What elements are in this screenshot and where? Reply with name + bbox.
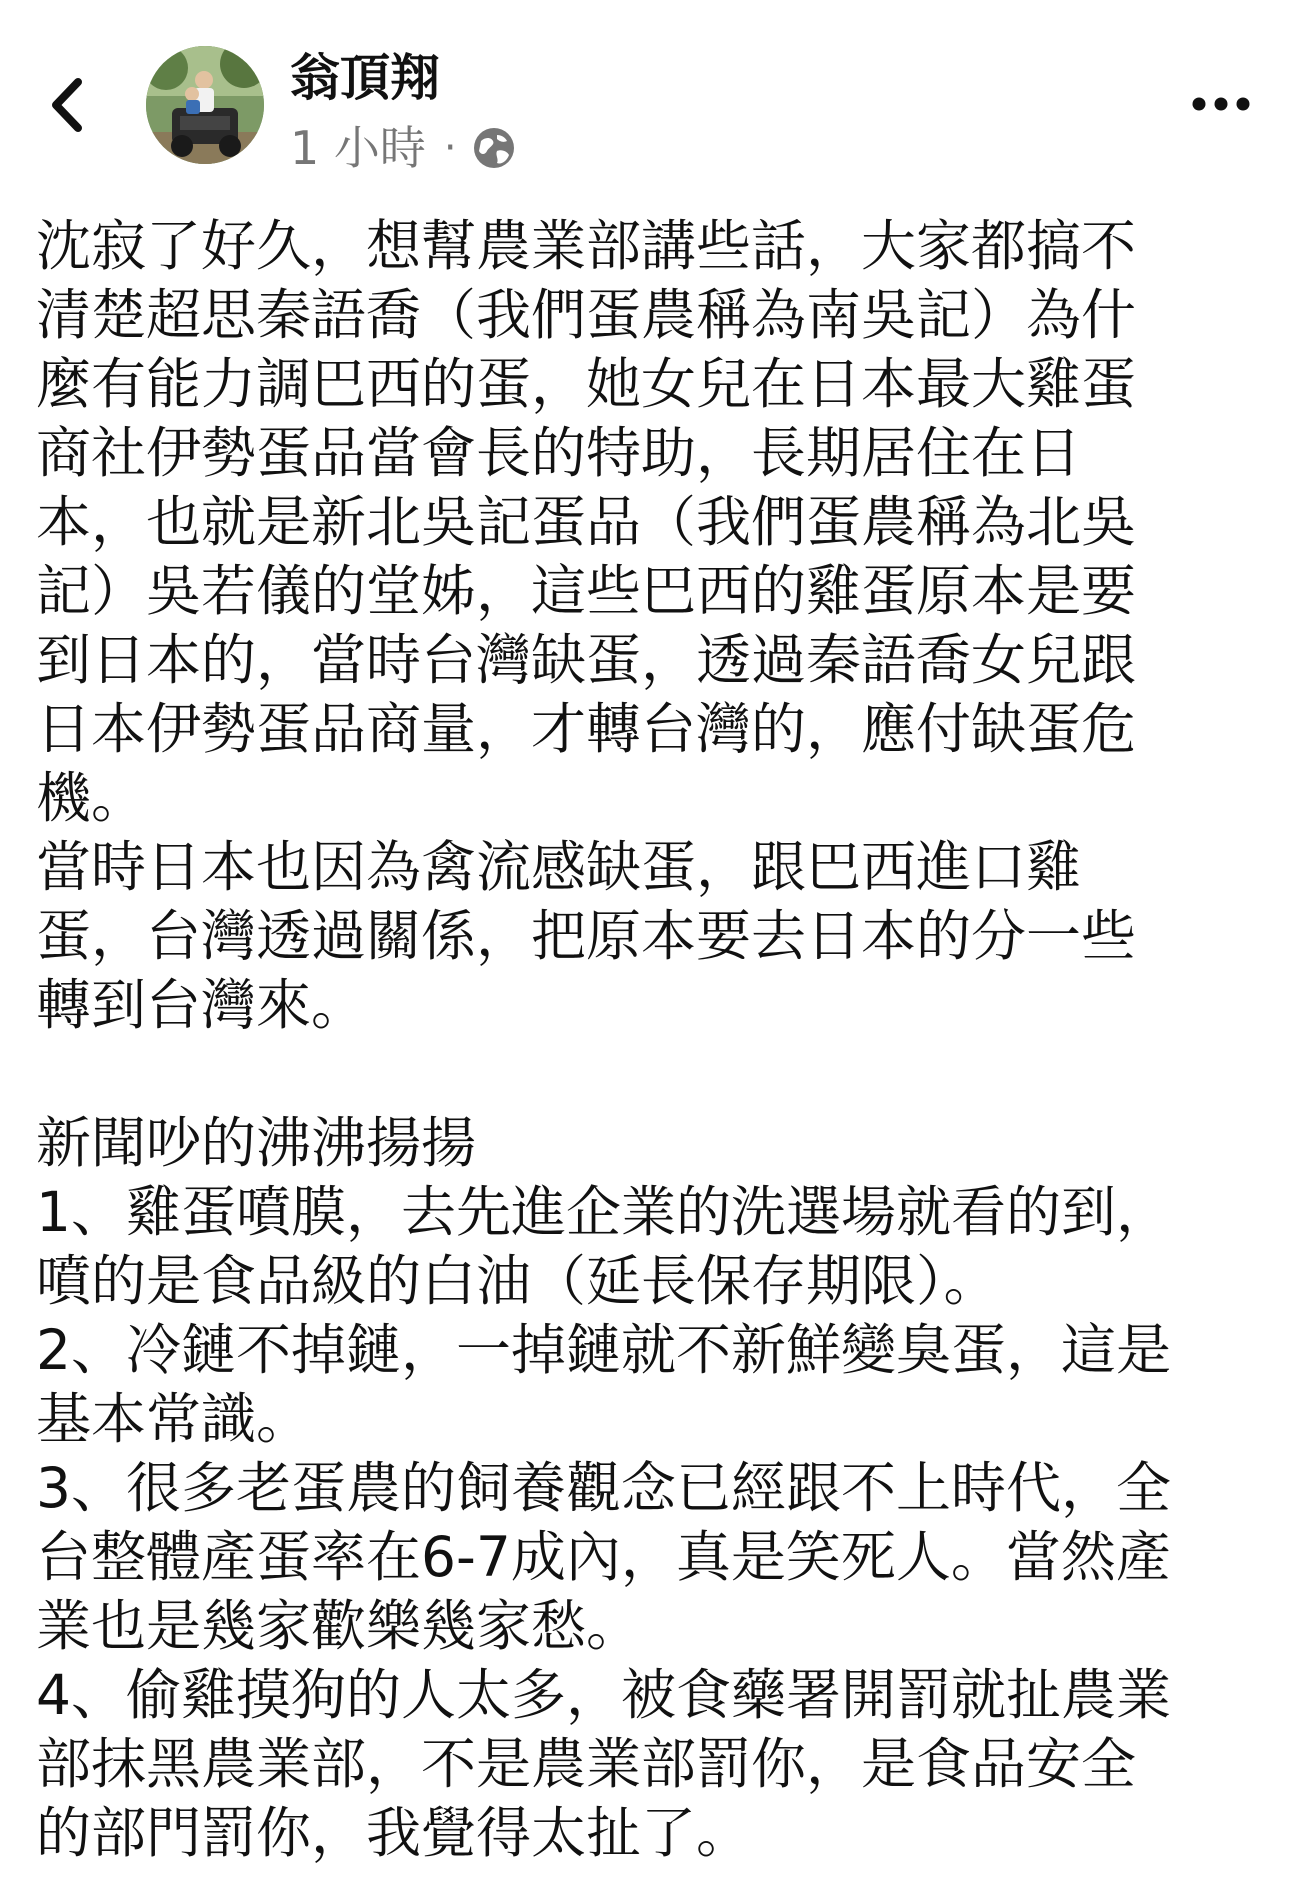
post-text-line: 業也是幾家歡樂幾家愁。 [36, 1594, 642, 1658]
more-horizontal-icon [1186, 82, 1256, 126]
post-text-line: 新聞吵的沸沸揚揚 [36, 1111, 477, 1175]
blank-line [36, 1040, 1256, 1109]
avatar[interactable] [146, 46, 264, 164]
post-text-line: 蛋，台灣透過關係，把原本要去日本的分一些 [36, 904, 1137, 968]
post-text-line: 基本常識。 [36, 1387, 312, 1451]
post-time[interactable]: 1 小時 [290, 121, 426, 175]
post-meta [290, 118, 517, 178]
more-options-button[interactable] [1186, 82, 1256, 126]
post-text-line: 沈寂了好久，想幫農業部講些話，大家都搞不 [36, 214, 1137, 278]
post-text-line: 商社伊勢蛋品當會長的特助，長期居住在日 [36, 421, 1082, 485]
post-text-line: 日本伊勢蛋品商量，才轉台灣的，應付缺蛋危 [36, 697, 1137, 761]
globe-icon [471, 125, 517, 171]
post-text-line: 麼有能力調巴西的蛋，她女兒在日本最大雞蛋 [36, 352, 1137, 416]
chevron-left-icon [42, 70, 102, 140]
post-text-line: 部抹黑農業部，不是農業部罰你，是食品安全 [36, 1732, 1137, 1796]
post-text-line: 當時日本也因為禽流感缺蛋，跟巴西進口雞 [36, 835, 1082, 899]
post-text-line: 2、冷鏈不掉鏈，一掉鏈就不新鮮變臭蛋，這是 [36, 1318, 1171, 1382]
post-text-line: 轉到台灣來。 [36, 973, 367, 1037]
post-text-line: 到日本的，當時台灣缺蛋，透過秦語喬女兒跟 [36, 628, 1137, 692]
post-text-line: 3、很多老蛋農的飼養觀念已經跟不上時代，全 [36, 1456, 1171, 1520]
post-text-line: 機。 [36, 766, 147, 830]
post-text-line: 噴的是食品級的白油（延長保存期限）。 [36, 1249, 999, 1313]
back-button[interactable] [42, 70, 102, 140]
post-text-line: 1、雞蛋噴膜，去先進企業的洗選場就看的到， [36, 1180, 1171, 1244]
post-header [0, 0, 1290, 190]
post-body [36, 212, 1256, 1868]
post-text-line: 的部門罰你，我覺得太扯了。 [36, 1801, 752, 1865]
post-text-line: 4、偷雞摸狗的人太多，被食藥署開罰就扯農業 [36, 1663, 1171, 1727]
meta-separator: · [443, 125, 457, 171]
post-text-line: 清楚超思秦語喬（我們蛋農稱為南吳記）為什 [36, 283, 1137, 347]
author-name[interactable]: 翁頂翔 [290, 49, 440, 107]
post-text-line: 本，也就是新北吳記蛋品（我們蛋農稱為北吳 [36, 490, 1137, 554]
post-text-line: 台整體產蛋率在6-7成內，真是笑死人。當然產 [36, 1525, 1171, 1589]
post-text-line: 記）吳若儀的堂姊，這些巴西的雞蛋原本是要 [36, 559, 1137, 623]
